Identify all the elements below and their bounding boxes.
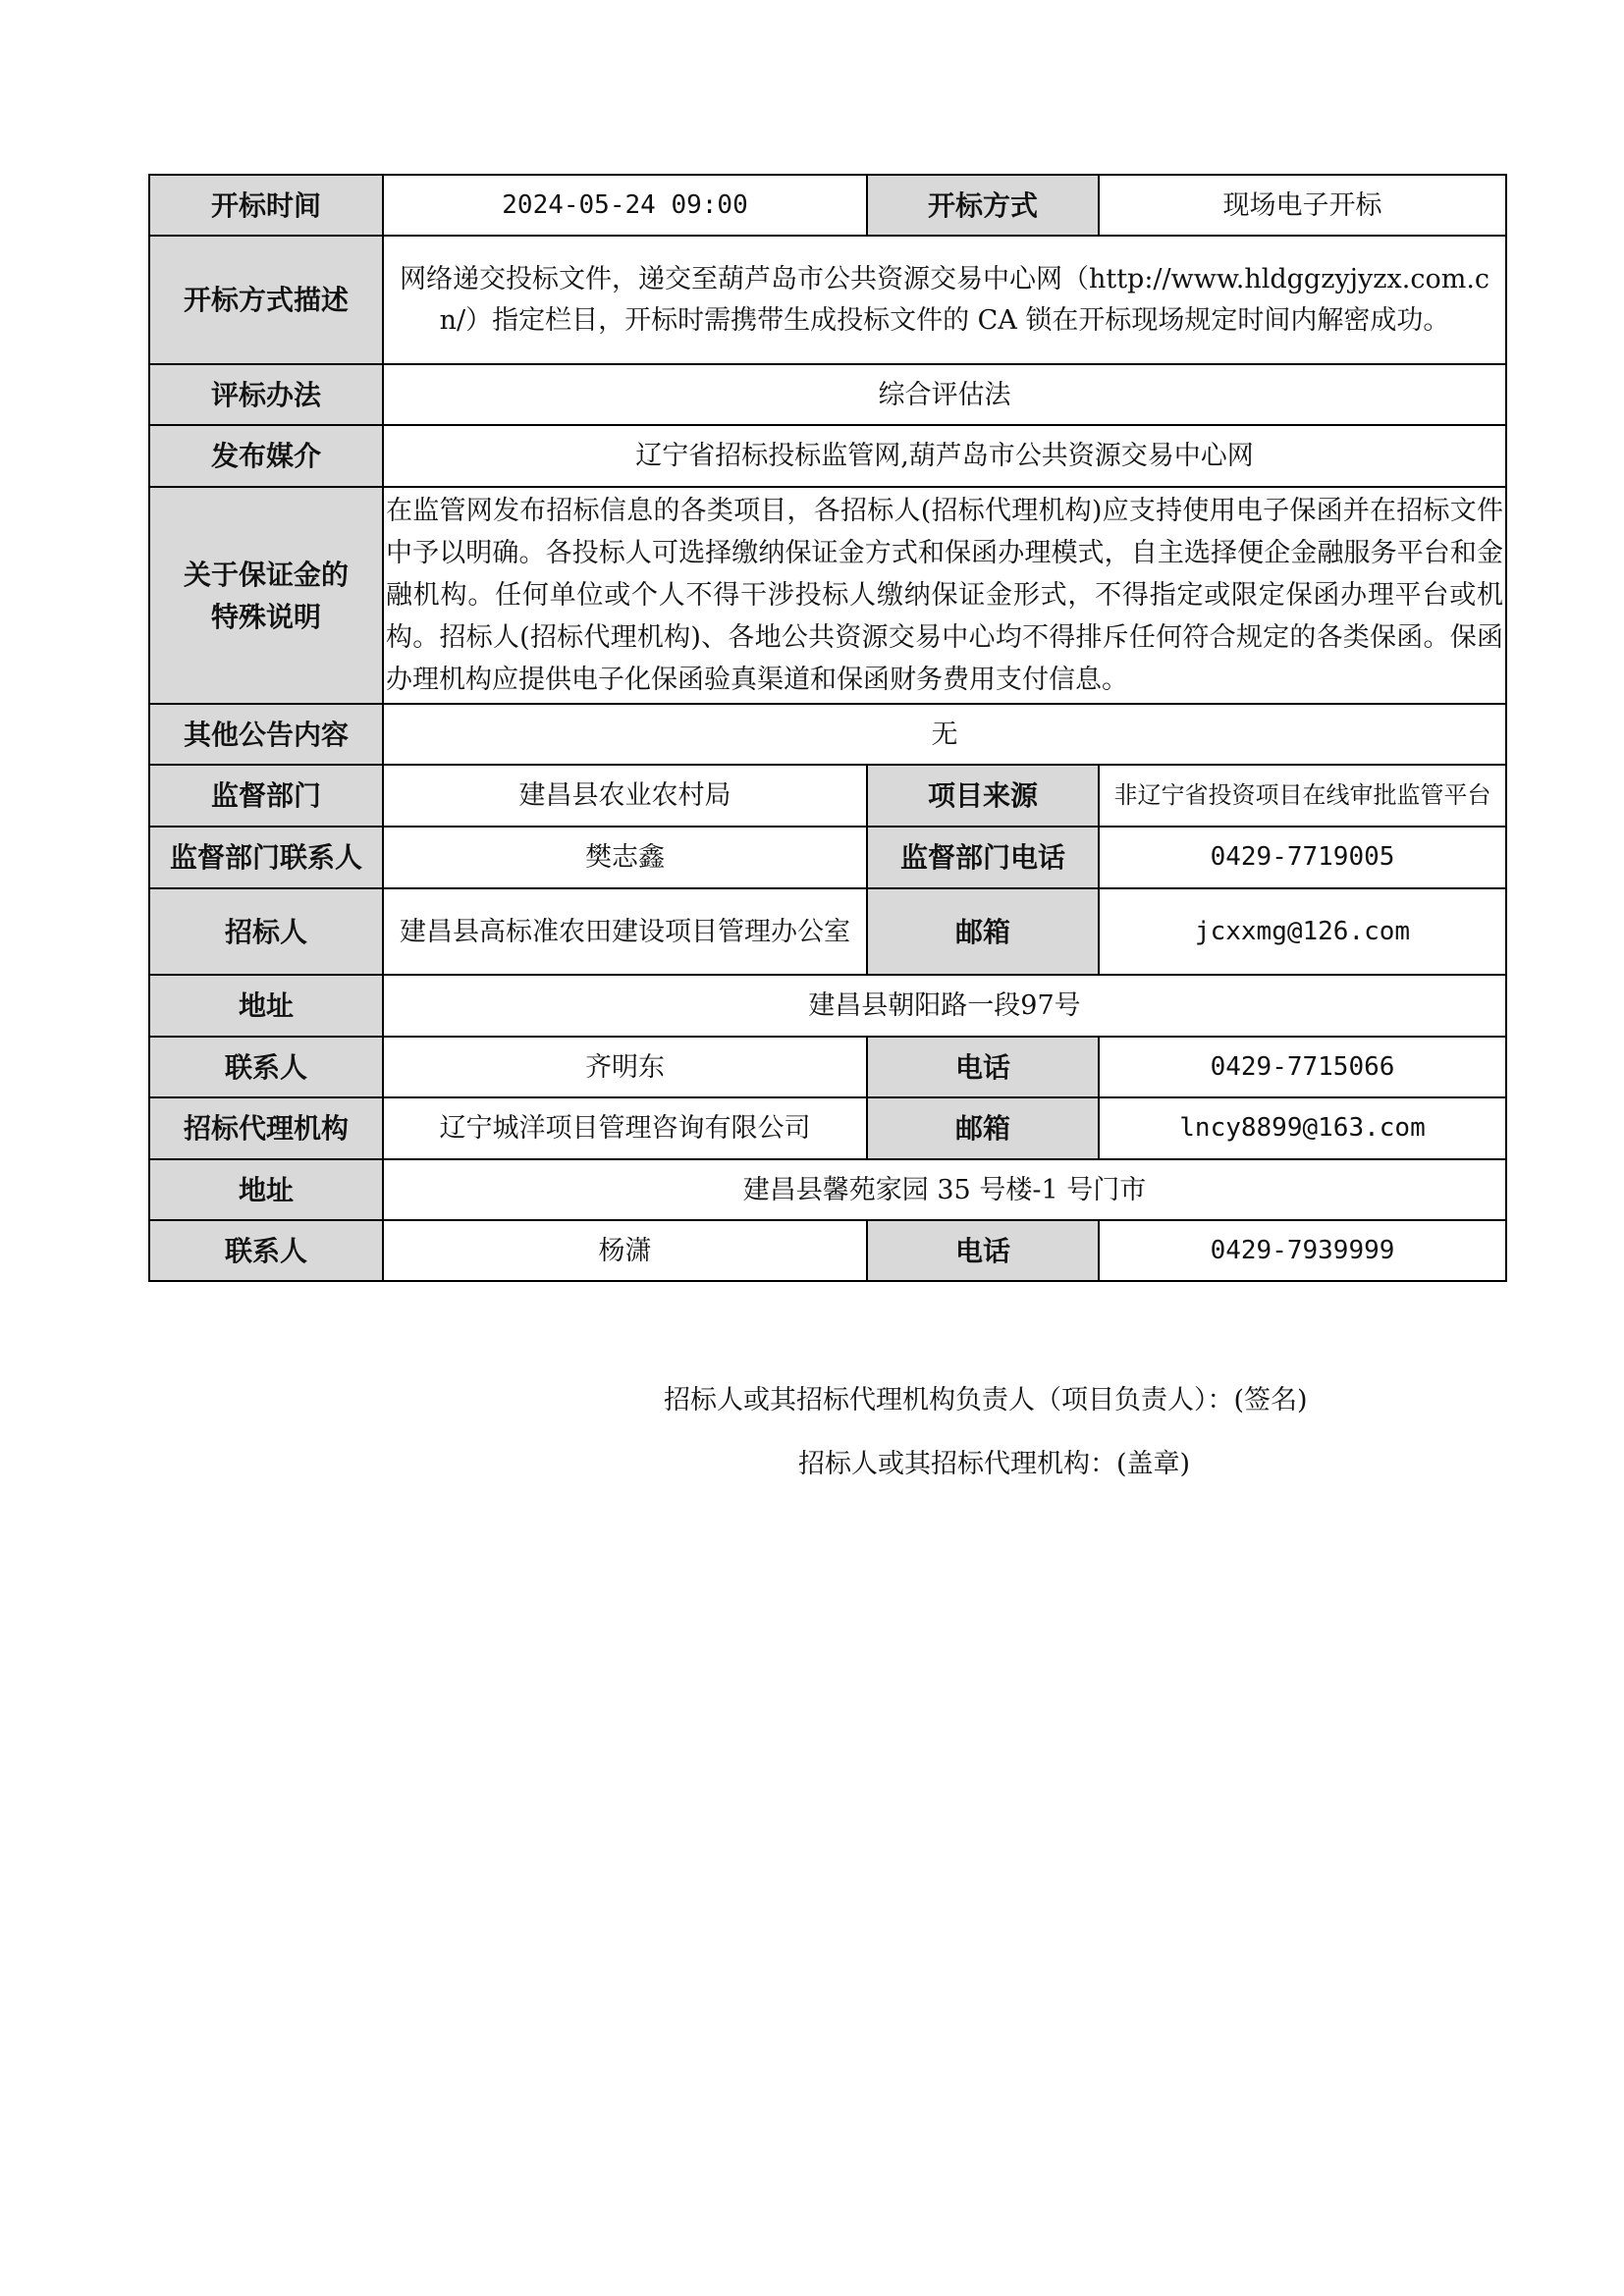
table-row <box>149 1097 1506 1159</box>
agency-email-label: 邮箱 <box>867 1097 1099 1159</box>
open-desc-value: 网络递交投标文件，递交至葫芦岛市公共资源交易中心网（http://www.hldggzyjyzx.com.cn/）指定栏目，开标时需携带生成投标文件的 CA 锁在开标现场规定时间内解密成功。 <box>383 236 1506 364</box>
open-method-label: 开标方式 <box>867 175 1099 236</box>
agency-address-value: 建昌县馨苑家园 35 号楼-1 号门市 <box>383 1159 1506 1220</box>
media-value: 辽宁省招标投标监管网,葫芦岛市公共资源交易中心网 <box>383 425 1506 487</box>
open-desc-label: 开标方式描述 <box>149 236 383 364</box>
tenderer-value: 建昌县高标准农田建设项目管理办公室 <box>383 888 867 975</box>
table-row <box>149 888 1506 975</box>
table-row <box>149 975 1506 1037</box>
media-label: 发布媒介 <box>149 425 383 487</box>
deposit-value: 在监管网发布招标信息的各类项目，各招标人(招标代理机构)应支持使用电子保函并在招标文件中予以明确。各投标人可选择缴纳保证金方式和保函办理模式，自主选择便企金融服务平台和金融机构。任何单位或个人不得干涉投标人缴纳保证金形式，不得指定或限定保函办理平台或机构。招标人(招标代理机构)、各地公共资源交易中心均不得排斥任何符合规定的各类保函。保函办理机构应提供电子化保函验真渠道和保函财务费用支付信息。 <box>383 487 1506 704</box>
tenderer-contact-value: 齐明东 <box>383 1037 867 1097</box>
other-value: 无 <box>383 704 1506 765</box>
table-row <box>149 175 1506 236</box>
tender-info-table <box>148 174 1507 1282</box>
supervisor-phone-value: 0429-7719005 <box>1099 827 1506 888</box>
supervisor-contact-value: 樊志鑫 <box>383 827 867 888</box>
table-row <box>149 827 1506 888</box>
table-row <box>149 704 1506 765</box>
other-label: 其他公告内容 <box>149 704 383 765</box>
tenderer-address-label: 地址 <box>149 975 383 1037</box>
agency-email-value: lncy8899@163.com <box>1099 1097 1506 1159</box>
table-row <box>149 1037 1506 1097</box>
agency-phone-label: 电话 <box>867 1220 1099 1281</box>
supervisor-value: 建昌县农业农村局 <box>383 765 867 827</box>
agency-contact-value: 杨潇 <box>383 1220 867 1281</box>
table-row <box>149 765 1506 827</box>
tenderer-address-value: 建昌县朝阳路一段97号 <box>383 975 1506 1037</box>
tenderer-phone-label: 电话 <box>867 1037 1099 1097</box>
tenderer-label: 招标人 <box>149 888 383 975</box>
tenderer-phone-value: 0429-7715066 <box>1099 1037 1506 1097</box>
agency-phone-value: 0429-7939999 <box>1099 1220 1506 1281</box>
tenderer-contact-label: 联系人 <box>149 1037 383 1097</box>
table-row <box>149 487 1506 704</box>
agency-value: 辽宁城洋项目管理咨询有限公司 <box>383 1097 867 1159</box>
supervisor-label: 监督部门 <box>149 765 383 827</box>
table-row <box>149 236 1506 364</box>
table-row <box>149 425 1506 487</box>
seal-line: 招标人或其招标代理机构：(盖章) <box>798 1449 1191 1479</box>
agency-contact-label: 联系人 <box>149 1220 383 1281</box>
deposit-label: 关于保证金的特殊说明 <box>149 487 383 704</box>
open-time-label: 开标时间 <box>149 175 383 236</box>
source-value: 非辽宁省投资项目在线审批监管平台 <box>1099 765 1506 827</box>
agency-address-label: 地址 <box>149 1159 383 1220</box>
open-time-value: 2024-05-24 09:00 <box>383 175 867 236</box>
tenderer-email-label: 邮箱 <box>867 888 1099 975</box>
table-row <box>149 1159 1506 1220</box>
table-row <box>149 364 1506 425</box>
supervisor-phone-label: 监督部门电话 <box>867 827 1099 888</box>
source-label: 项目来源 <box>867 765 1099 827</box>
eval-method-label: 评标办法 <box>149 364 383 425</box>
table-row <box>149 1220 1506 1281</box>
signature-line: 招标人或其招标代理机构负责人（项目负责人）：(签名) <box>664 1385 1308 1415</box>
agency-label: 招标代理机构 <box>149 1097 383 1159</box>
eval-method-value: 综合评估法 <box>383 364 1506 425</box>
tenderer-email-value: jcxxmg@126.com <box>1099 888 1506 975</box>
open-method-value: 现场电子开标 <box>1099 175 1506 236</box>
supervisor-contact-label: 监督部门联系人 <box>149 827 383 888</box>
